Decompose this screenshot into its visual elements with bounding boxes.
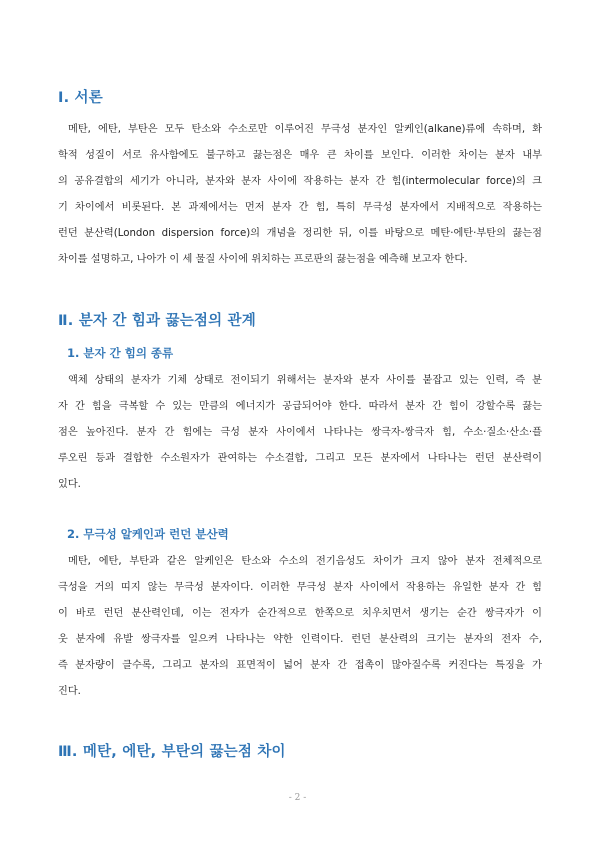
section-heading-boiling-point-difference: Ⅲ. 메탄, 에탄, 부탄의 끓는점 차이: [58, 744, 286, 760]
paragraph-line: 즉 분자량이 클수록, 그리고 분자의 표면적이 넓어 분자 간 접촉이 많아질수록 커진다는 특징을 가: [58, 660, 542, 671]
page-number: - 2 -: [288, 793, 307, 803]
dispersion-force-paragraph: [58, 549, 542, 705]
paragraph-line: 학적 성질이 서로 유사함에도 불구하고 끓는점은 매우 큰 차이를 보인다. 이러한 차이는 분자 내부: [58, 150, 542, 161]
paragraph-line: 메탄, 에탄, 부탄과 같은 알케인은 탄소와 수소의 전기음성도 차이가 크지 않아 분자 전체적으로: [68, 556, 542, 567]
paragraph-line: 의 공유결합의 세기가 아니라, 분자와 분자 사이에 작용하는 분자 간 힘(intermolecular force)의 크: [58, 176, 542, 187]
paragraph-line: 웃 분자에 유발 쌍극자를 일으켜 나타나는 약한 인력이다. 런던 분산력의 크기는 분자의 전자 수,: [58, 634, 542, 645]
paragraph-line: 런던 분산력(London dispersion force)의 개념을 정리한 뒤, 이를 바탕으로 메탄·에탄·부탄의 끓는점: [58, 228, 542, 239]
paragraph-line: 진다.: [58, 686, 81, 697]
paragraph-line: 극성을 거의 띠지 않는 무극성 분자이다. 이러한 무극성 분자 사이에서 작용하는 유일한 분자 간 힘: [58, 582, 542, 593]
paragraph-line: 차이를 설명하고, 나아가 이 세 물질 사이에 위치하는 프로판의 끓는점을 예측해 보고자 한다.: [58, 254, 468, 265]
intro-paragraph: [58, 117, 542, 273]
paragraph-line: 메탄, 에탄, 부탄은 모두 탄소와 수소로만 이루어진 무극성 분자인 알케인(alkane)류에 속하며, 화: [68, 124, 542, 135]
section-heading-intermolecular-forces: Ⅱ. 분자 간 힘과 끓는점의 관계: [58, 313, 256, 329]
paragraph-line: 액체 상태의 분자가 기체 상태로 전이되기 위해서는 분자와 분자 사이를 붙잡고 있는 인력, 즉 분: [68, 375, 542, 386]
force-types-paragraph: [58, 368, 542, 498]
section-heading-introduction: Ⅰ. 서론: [58, 90, 103, 106]
paragraph-line: 있다.: [58, 479, 81, 490]
subsection-heading-force-types: 1. 분자 간 힘의 종류: [67, 346, 174, 360]
paragraph-line: 점은 높아진다. 분자 간 힘에는 극성 분자 사이에서 나타나는 쌍극자-쌍극자 힘, 수소·질소·산소·플: [58, 427, 542, 438]
subsection-heading-dispersion-force: 2. 무극성 알케인과 런던 분산력: [67, 527, 229, 541]
paragraph-line: 루오린 등과 결합한 수소원자가 관여하는 수소결합, 그리고 모든 분자에서 나타나는 런던 분산력이: [58, 453, 542, 464]
paragraph-line: 자 간 힘을 극복할 수 있는 만큼의 에너지가 공급되어야 한다. 따라서 분자 간 힘이 강할수록 끓는: [58, 401, 542, 412]
paragraph-line: 이 바로 런던 분산력인데, 이는 전자가 순간적으로 한쪽으로 치우치면서 생기는 순간 쌍극자가 이: [58, 608, 542, 619]
paragraph-line: 기 차이에서 비롯된다. 본 과제에서는 먼저 분자 간 힘, 특히 무극성 분자에서 지배적으로 작용하는: [58, 202, 542, 213]
